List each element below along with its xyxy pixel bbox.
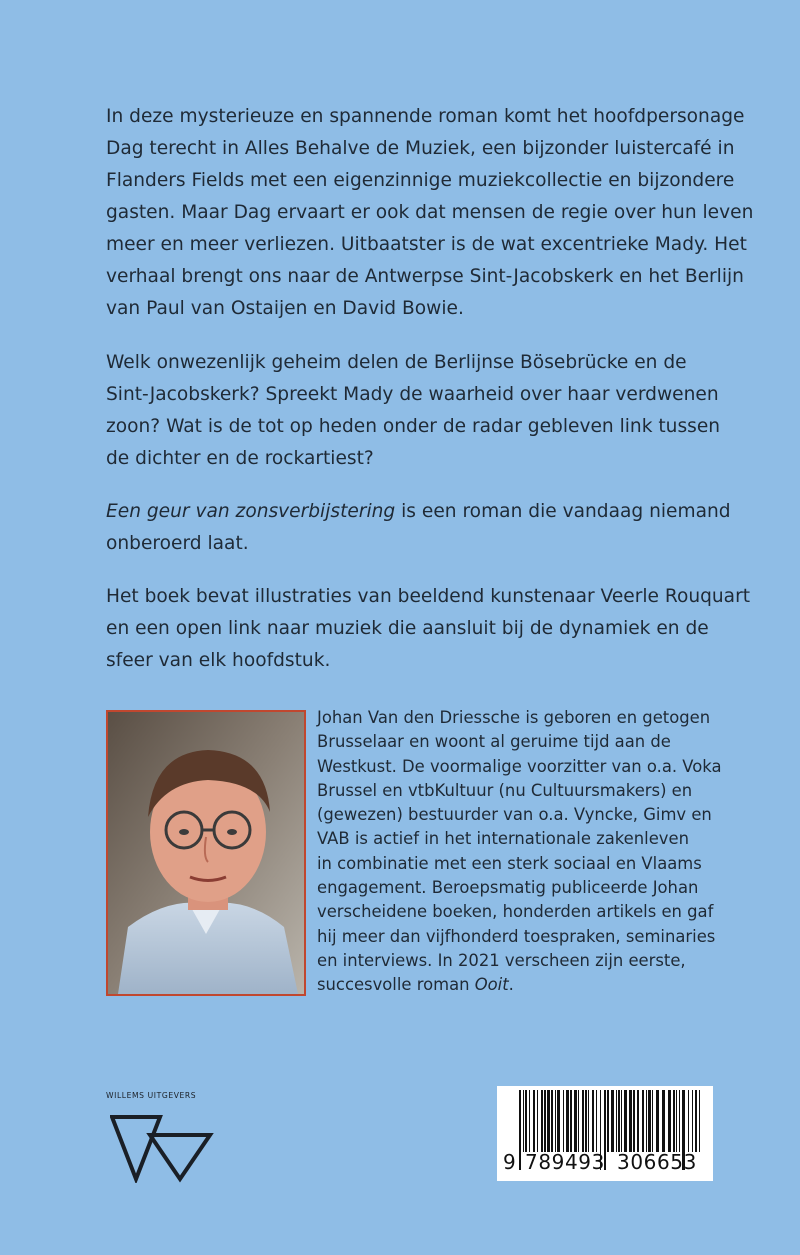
blurb-line: Welk onwezenlijk geheim delen de Berlijnse Bösebrücke en de xyxy=(106,352,687,373)
barcode-bar xyxy=(529,1090,530,1152)
blurb-paragraph-3 xyxy=(106,496,746,560)
barcode-bar xyxy=(557,1090,560,1152)
barcode-bar xyxy=(555,1090,556,1152)
bio-line: Brusselaar en woont al geruime tijd aan de xyxy=(317,732,671,752)
barcode-bar xyxy=(633,1090,635,1152)
blurb-line: Dag terecht in Alles Behalve de Muziek, een bijzonder luistercafé in xyxy=(106,138,735,159)
bio-text: . xyxy=(508,975,514,995)
bio-line: in combinatie met een sterk sociaal en Vlaams xyxy=(317,853,702,873)
barcode-bar xyxy=(646,1090,647,1152)
barcode-bar xyxy=(563,1090,564,1152)
blurb-line: van Paul van Ostaijen en David Bowie. xyxy=(106,298,464,319)
bio-line: Westkust. De voormalige voorzitter van o.a. Voka xyxy=(317,756,722,776)
blurb-line: gasten. Maar Dag ervaart er ook dat mensen de regie over hun leven xyxy=(106,202,754,223)
barcode-bar xyxy=(621,1090,622,1152)
author-photo xyxy=(106,710,306,996)
blurb-line: meer en meer verliezen. Uitbaatster is de wat excentrieke Mady. Het xyxy=(106,234,747,255)
barcode-bar xyxy=(607,1090,609,1152)
publisher-name: WILLEMS UITGEVERS xyxy=(106,1091,197,1100)
barcode-bar xyxy=(566,1090,569,1152)
isbn-barcode xyxy=(497,1086,713,1181)
barcode-bar xyxy=(695,1090,697,1152)
book-title: Een geur van zonsverbijstering xyxy=(106,501,396,522)
barcode-bar xyxy=(679,1090,680,1152)
blurb-line: onberoerd laat. xyxy=(106,533,249,554)
barcode-bar xyxy=(668,1090,671,1152)
barcode-bar xyxy=(624,1090,627,1152)
bio-line: verscheidene boeken, honderden artikels en gaf xyxy=(317,902,714,922)
barcode-bar xyxy=(525,1090,527,1152)
barcode-bar xyxy=(523,1090,524,1152)
bio-line: en interviews. In 2021 verscheen zijn eerste, xyxy=(317,950,686,970)
blurb-line: zoon? Wat is de tot op heden onder de radar gebleven link tussen xyxy=(106,416,721,437)
barcode-bar xyxy=(596,1090,597,1152)
barcode-bar xyxy=(544,1090,546,1152)
barcode-bar xyxy=(656,1090,659,1152)
barcode-bar xyxy=(652,1090,653,1152)
author-portrait-illustration xyxy=(108,712,304,994)
barcode-bar xyxy=(676,1090,677,1152)
bio-line: VAB is actief in het internationale zakenleven xyxy=(317,829,689,849)
blurb-text: is een roman die vandaag niemand xyxy=(395,501,731,522)
bio-text: succesvolle roman xyxy=(317,975,475,995)
barcode-bar xyxy=(673,1090,675,1152)
blurb-paragraph-1 xyxy=(106,101,754,325)
bio-line: engagement. Beroepsmatig publiceerde Johan xyxy=(317,878,699,898)
publisher-triangle-icon xyxy=(110,1105,214,1183)
blurb-line: Flanders Fields met een eigenzinnige muziekcollectie en bijzondere xyxy=(106,170,735,191)
barcode-bar xyxy=(578,1090,579,1152)
barcode-bar xyxy=(588,1090,589,1152)
blurb-line: verhaal brengt ons naar de Antwerpse Sint-Jacobskerk en het Berlijn xyxy=(106,266,744,287)
blurb-paragraph-4 xyxy=(106,581,751,677)
barcode-bar xyxy=(688,1090,689,1152)
blurb-line: Het boek bevat illustraties van beeldend kunstenaar Veerle Rouquart xyxy=(106,586,751,607)
barcode-bar xyxy=(582,1090,584,1152)
barcode-bar xyxy=(541,1090,543,1152)
barcode-bar xyxy=(692,1090,693,1152)
blurb-line: de dichter en de rockartiest? xyxy=(106,448,374,469)
barcode-bar xyxy=(585,1090,587,1152)
novel-title: Ooit xyxy=(474,975,509,995)
back-cover-blurb xyxy=(106,101,754,677)
barcode-bar xyxy=(642,1090,644,1152)
bio-line xyxy=(317,973,757,997)
barcode-bar xyxy=(662,1090,665,1152)
barcode-bar xyxy=(533,1090,535,1152)
barcode-bar xyxy=(699,1090,700,1152)
barcode-bar xyxy=(637,1090,639,1152)
barcode-bar xyxy=(574,1090,577,1152)
barcode-bar xyxy=(616,1090,617,1152)
publisher-logo xyxy=(106,1091,216,1181)
bio-line: Brussel en vtbKultuur (nu Cultuursmakers) en xyxy=(317,780,693,800)
barcode-bar xyxy=(592,1090,594,1152)
barcode-bar xyxy=(551,1090,553,1152)
blurb-line: Sint-Jacobskerk? Spreekt Mady de waarheid over haar verdwenen xyxy=(106,384,719,405)
barcode-bar xyxy=(618,1090,620,1152)
barcode-bar xyxy=(537,1090,538,1152)
barcode-bar xyxy=(629,1090,632,1152)
blurb-line: In deze mysterieuze en spannende roman komt het hoofdpersonage xyxy=(106,106,745,127)
author-bio-paragraph xyxy=(317,706,757,998)
isbn-number xyxy=(503,1150,709,1174)
blurb-line: en een open link naar muziek die aansluit bij de dynamiek en de xyxy=(106,618,709,639)
barcode-bar xyxy=(547,1090,550,1152)
author-bio xyxy=(317,706,757,998)
blurb-line xyxy=(106,496,746,528)
bio-line: Johan Van den Driessche is geboren en getogen xyxy=(317,708,711,727)
bio-line: hij meer dan vijfhonderd toespraken, seminaries xyxy=(317,926,716,946)
isbn-digit-group: 789493 xyxy=(525,1150,605,1174)
barcode-bar xyxy=(570,1090,572,1152)
blurb-line: sfeer van elk hoofdstuk. xyxy=(106,650,331,671)
bio-line: (gewezen) bestuurder van o.a. Vyncke, Gimv en xyxy=(317,805,712,825)
barcode-bar xyxy=(648,1090,651,1152)
blurb-paragraph-2 xyxy=(106,347,746,475)
barcode-bar xyxy=(611,1090,614,1152)
isbn-digit-group: 306653 xyxy=(617,1150,697,1174)
isbn-digit-group: 9 xyxy=(503,1150,516,1174)
